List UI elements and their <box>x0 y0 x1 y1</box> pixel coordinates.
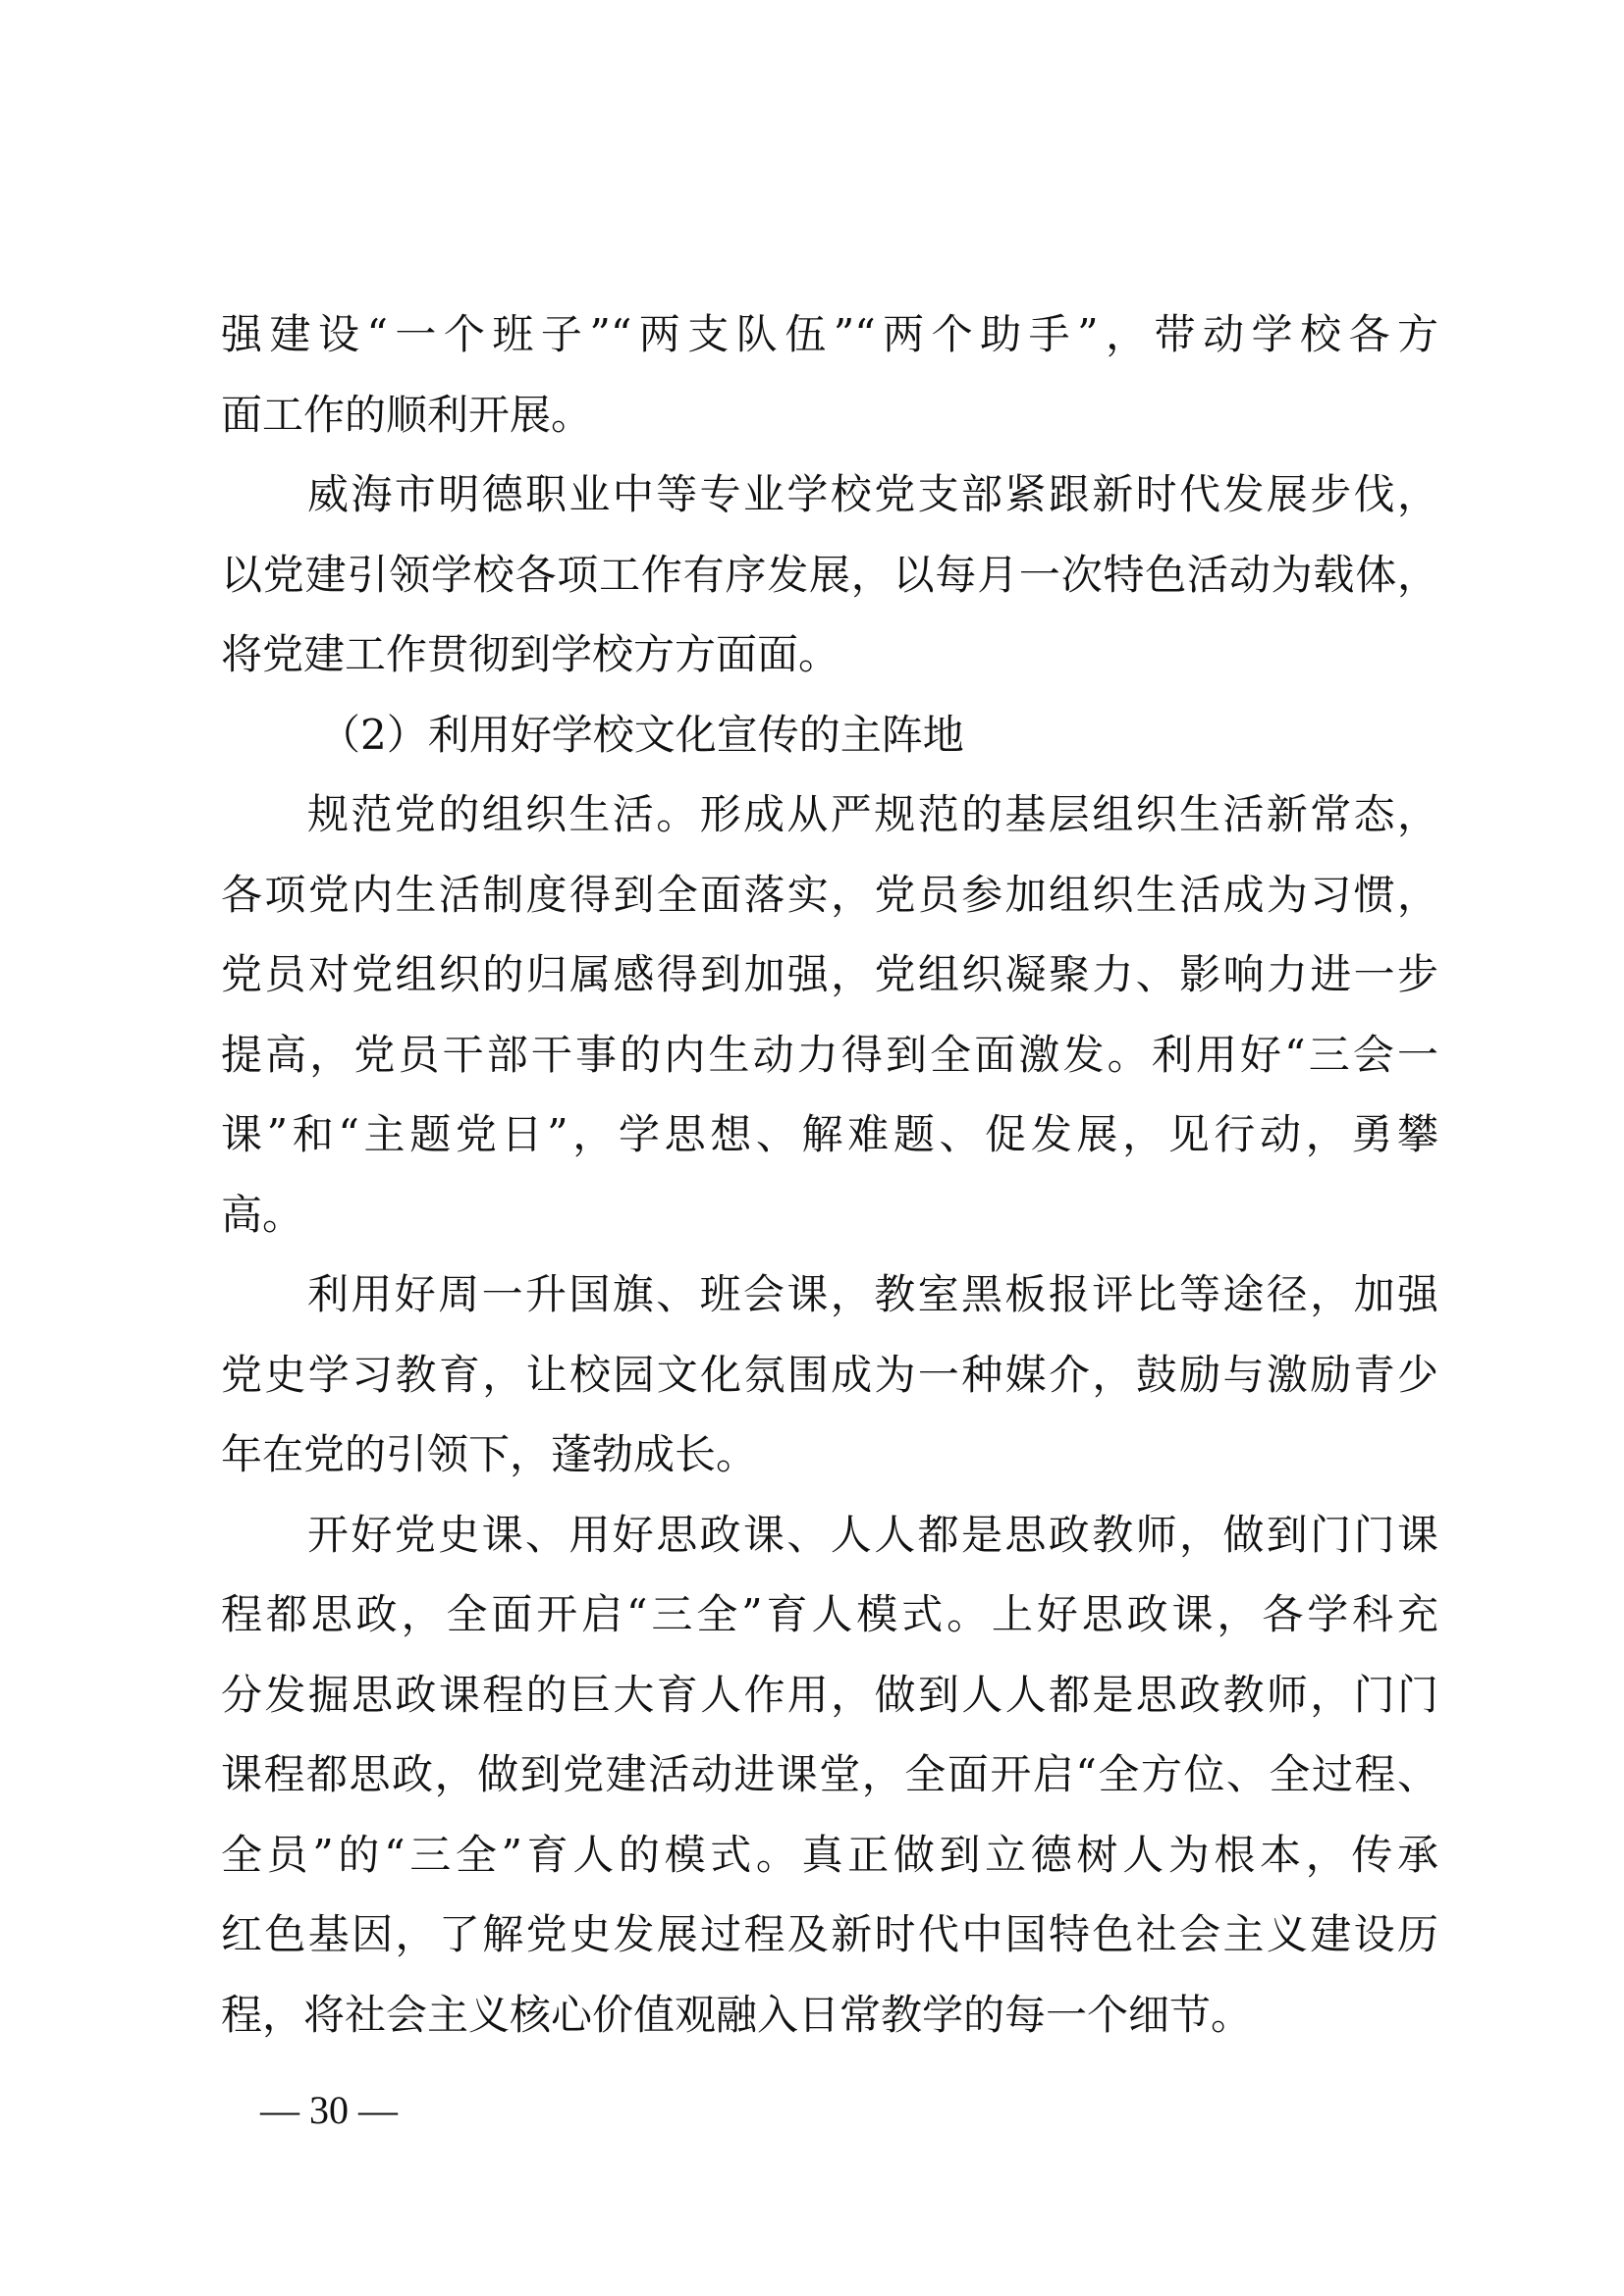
text-line: 规范党的组织生活。形成从严规范的基层组织生活新常态， <box>307 790 1438 838</box>
text-line: 高。 <box>221 1190 304 1239</box>
section-heading: （2）利用好学校文化宣传的主阵地 <box>319 710 964 759</box>
text-line: 以党建引领学校各项工作有序发展，以每月一次特色活动为载体， <box>221 550 1438 599</box>
text-line: 全员”的“三全”育人的模式。真正做到立德树人为根本，传承 <box>221 1830 1438 1879</box>
text-line: 威海市明德职业中等专业学校党支部紧跟新时代发展步伐， <box>307 470 1438 518</box>
text-line: 开好党史课、用好思政课、人人都是思政教师，做到门门课 <box>307 1510 1438 1559</box>
body-text <box>221 294 1438 2055</box>
text-line: 利用好周一升国旗、班会课，教室黑板报评比等途径，加强 <box>307 1270 1438 1318</box>
text-line: 年在党的引领下，蓬勃成长。 <box>221 1430 758 1478</box>
text-line: 将党建工作贯彻到学校方方面面。 <box>221 630 840 678</box>
text-line: 程，将社会主义核心价值观融入日常教学的每一个细节。 <box>221 1990 1253 2039</box>
page-number: — 30 — <box>260 2088 398 2132</box>
text-line: 课程都思政，做到党建活动进课堂，全面开启“全方位、全过程、 <box>221 1750 1438 1798</box>
text-line: 强建设“一个班子”“两支队伍”“两个助手”，带动学校各方 <box>221 310 1438 358</box>
text-line: 红色基因，了解党史发展过程及新时代中国特色社会主义建设历 <box>221 1910 1438 1958</box>
text-line: 各项党内生活制度得到全面落实，党员参加组织生活成为习惯， <box>221 870 1438 919</box>
text-line: 党员对党组织的归属感得到加强，党组织凝聚力、影响力进一步 <box>221 950 1438 998</box>
text-line: 课”和“主题党日”，学思想、解难题、促发展，见行动，勇攀 <box>221 1110 1438 1158</box>
text-line: 分发掘思政课程的巨大育人作用，做到人人都是思政教师，门门 <box>221 1670 1438 1719</box>
text-line: 程都思政，全面开启“三全”育人模式。上好思政课，各学科充 <box>221 1590 1438 1638</box>
text-line: 党史学习教育，让校园文化氛围成为一种媒介，鼓励与激励青少 <box>221 1350 1438 1399</box>
text-line: 面工作的顺利开展。 <box>221 390 593 439</box>
text-line: 提高，党员干部干事的内生动力得到全面激发。利用好“三会一 <box>221 1030 1438 1079</box>
